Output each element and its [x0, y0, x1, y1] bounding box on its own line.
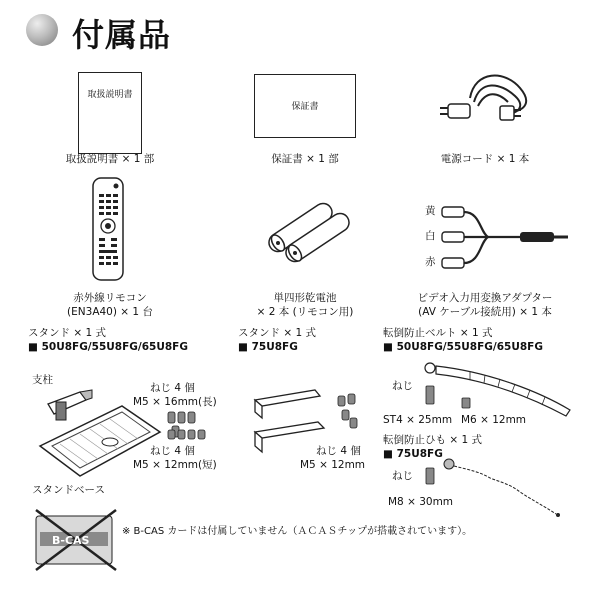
power-cord-caption: 電源コード × 1 本	[440, 153, 530, 165]
warranty-doc-text: 保証書	[291, 102, 319, 112]
av-color-white: 白	[425, 230, 436, 242]
av-color-yellow: 黄	[425, 205, 436, 217]
av-adapter-caption-line2: (AV ケーブル接続用) × 1 本	[418, 306, 552, 318]
manual-doc-text: 取扱説明書	[87, 90, 133, 100]
batteries-caption-line2: × 2 本 (リモコン用)	[256, 306, 354, 318]
stand-a-screw2-line1: ねじ 4 個	[150, 445, 195, 457]
stand-a-screw1-line2: M5 × 16mm(長)	[133, 396, 217, 408]
belt-heading: 転倒防止ベルト × 1 式	[383, 327, 493, 339]
stand-b-screw-line2: M5 × 12mm	[300, 459, 366, 471]
warranty-caption: 保証書 × 1 部	[271, 153, 339, 165]
string-models: ■ 75U8FG	[383, 448, 443, 460]
remote-caption-line1: 赤外線リモコン	[73, 292, 147, 304]
stand-b-heading: スタンド × 1 式	[238, 327, 316, 339]
stand-b-screw-line1: ねじ 4 個	[316, 445, 361, 457]
stand-a-heading: スタンド × 1 式	[28, 327, 106, 339]
av-color-red: 赤	[425, 256, 436, 268]
stand-a-screw2-line2: M5 × 12mm(短)	[133, 459, 217, 471]
bcas-card-label: B-CAS	[52, 534, 90, 547]
string-screw-spec: M8 × 30mm	[388, 496, 454, 508]
bcas-note: ※ B-CAS カードは付属していません（ＡＣＡＳチップが搭載されています）。	[122, 526, 473, 537]
batteries-caption-line1: 単四形乾電池	[273, 292, 337, 304]
stand-a-base-label: スタンドベース	[32, 484, 105, 496]
page-title: 付属品	[72, 16, 172, 54]
stand-b-models: ■ 75U8FG	[238, 341, 298, 353]
av-adapter-caption-line1: ビデオ入力用変換アダプター	[417, 292, 553, 304]
belt-models: ■ 50U8FG/55U8FG/65U8FG	[383, 341, 543, 353]
string-screw-label: ねじ	[392, 470, 413, 482]
remote-caption-line2: (EN3A40) × 1 台	[67, 306, 153, 318]
string-heading: 転倒防止ひも × 1 式	[383, 434, 482, 446]
belt-screw-spec2: M6 × 12mm	[461, 414, 527, 426]
belt-screw-spec1: ST4 × 25mm	[383, 414, 453, 426]
stand-a-screw1-line1: ねじ 4 個	[150, 382, 195, 394]
manual-caption: 取扱説明書 × 1 部	[65, 153, 155, 165]
stand-a-pillar-label: 支柱	[32, 374, 53, 386]
belt-screw-label: ねじ	[392, 380, 413, 392]
stand-a-models: ■ 50U8FG/55U8FG/65U8FG	[28, 341, 188, 353]
